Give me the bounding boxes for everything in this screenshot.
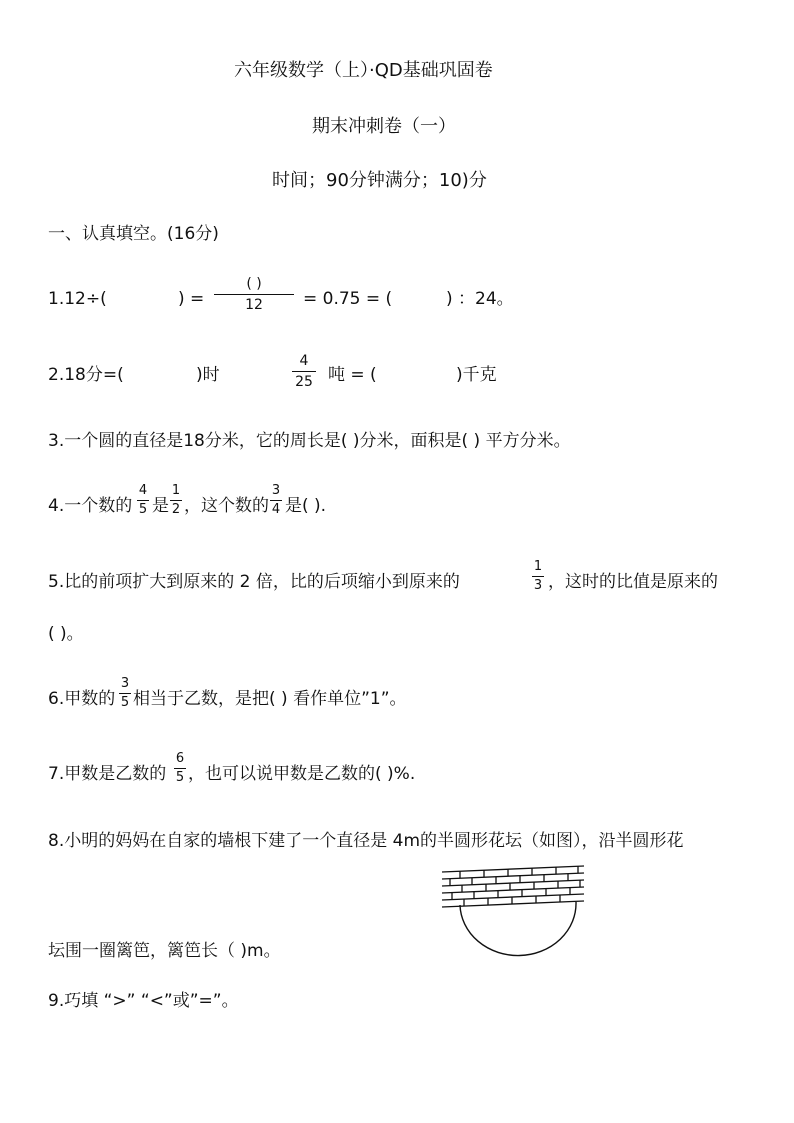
q1-part-d: ) ：24。 [446, 289, 514, 309]
q2-part-c: 吨 = ( [328, 365, 377, 385]
q1-fraction [214, 276, 294, 313]
q1-part-b: ) = [178, 289, 205, 309]
q6-part-b: 相当于乙数，是把( ) 看作单位”1”。 [133, 689, 407, 709]
q8-line-1: 8.小明的妈妈在自家的墙根下建了一个直径是 4m的半圆形花坛（如图），沿半圆形花 [48, 831, 684, 851]
q5-part-b: ，这时的比值是原来的 [548, 572, 718, 592]
q5-line-2: ( )。 [48, 624, 84, 644]
page-subtitle: 期末冲刺卷（一） [312, 116, 456, 137]
q7-part-b: ，也可以说甲数是乙数的( )%. [188, 764, 416, 784]
fraction-bar [532, 576, 544, 577]
q4-part-b: 是 [152, 496, 169, 516]
fraction-bar [119, 693, 131, 694]
q7-part-a: 7.甲数是乙数的 [48, 764, 167, 784]
q6-fraction [119, 677, 131, 710]
q7-fraction [174, 752, 186, 785]
q2-fraction-numerator: 4 [299, 353, 309, 369]
fraction-bar [270, 500, 282, 501]
q6-fraction-numerator: 3 [120, 676, 130, 691]
fraction-bar [170, 500, 182, 501]
q2-part-b: )时 [196, 365, 220, 385]
q1-fraction-denominator: 12 [245, 297, 263, 313]
wall-semicircle-figure [440, 862, 590, 962]
brick-wall [442, 866, 584, 907]
time-line: 时间；90分钟满分；10)分 [272, 170, 487, 191]
q1-part-a: 1.12÷( [48, 289, 107, 309]
q8-line-2: 坛围一圈篱笆，篱笆长（ )m。 [48, 941, 281, 961]
semicircle-flowerbed [460, 902, 576, 956]
question-9: 9.巧填 “>” “<”或”=”。 [48, 991, 239, 1011]
fraction-bar [137, 500, 149, 501]
q5-fraction [532, 560, 544, 593]
q4-fraction-3-numerator: 3 [271, 483, 281, 498]
q5-fraction-denominator: 3 [533, 578, 543, 593]
fraction-bar [214, 294, 294, 295]
page-title: 六年级数学（上）·QD基础巩固卷 [234, 60, 493, 81]
q6-fraction-denominator: 5 [120, 695, 130, 710]
q4-fraction-1-denominator: 5 [138, 502, 148, 517]
q4-fraction-1 [137, 484, 149, 517]
q4-part-d: 是( ). [285, 496, 327, 516]
q4-part-a: 4.一个数的 [48, 496, 133, 516]
q4-fraction-2 [170, 484, 182, 517]
q4-fraction-2-denominator: 2 [171, 502, 181, 517]
q2-part-d: )千克 [456, 365, 497, 385]
q2-part-a: 2.18分=( [48, 365, 124, 385]
q1-part-c: = 0.75 = ( [303, 289, 393, 309]
q4-fraction-1-numerator: 4 [138, 483, 148, 498]
q4-fraction-2-numerator: 1 [171, 483, 181, 498]
fraction-bar [292, 371, 316, 372]
q6-part-a: 6.甲数的 [48, 689, 116, 709]
question-3: 3.一个圆的直径是18分米，它的周长是( )分米，面积是( ) 平方分米。 [48, 431, 571, 451]
q2-fraction [292, 353, 316, 390]
section-heading: 一、认真填空。(16分) [48, 224, 219, 244]
q7-fraction-denominator: 5 [175, 770, 185, 785]
q5-fraction-numerator: 1 [533, 559, 543, 574]
q7-fraction-numerator: 6 [175, 751, 185, 766]
q1-fraction-numerator: ( ) [246, 276, 262, 292]
q5-part-a: 5.比的前项扩大到原来的 2 倍，比的后项缩小到原来的 [48, 572, 460, 592]
fraction-bar [174, 768, 186, 769]
q4-part-c: ，这个数的 [184, 496, 269, 516]
q4-fraction-3-denominator: 4 [271, 502, 281, 517]
q2-fraction-denominator: 25 [295, 374, 313, 390]
q4-fraction-3 [270, 484, 282, 517]
